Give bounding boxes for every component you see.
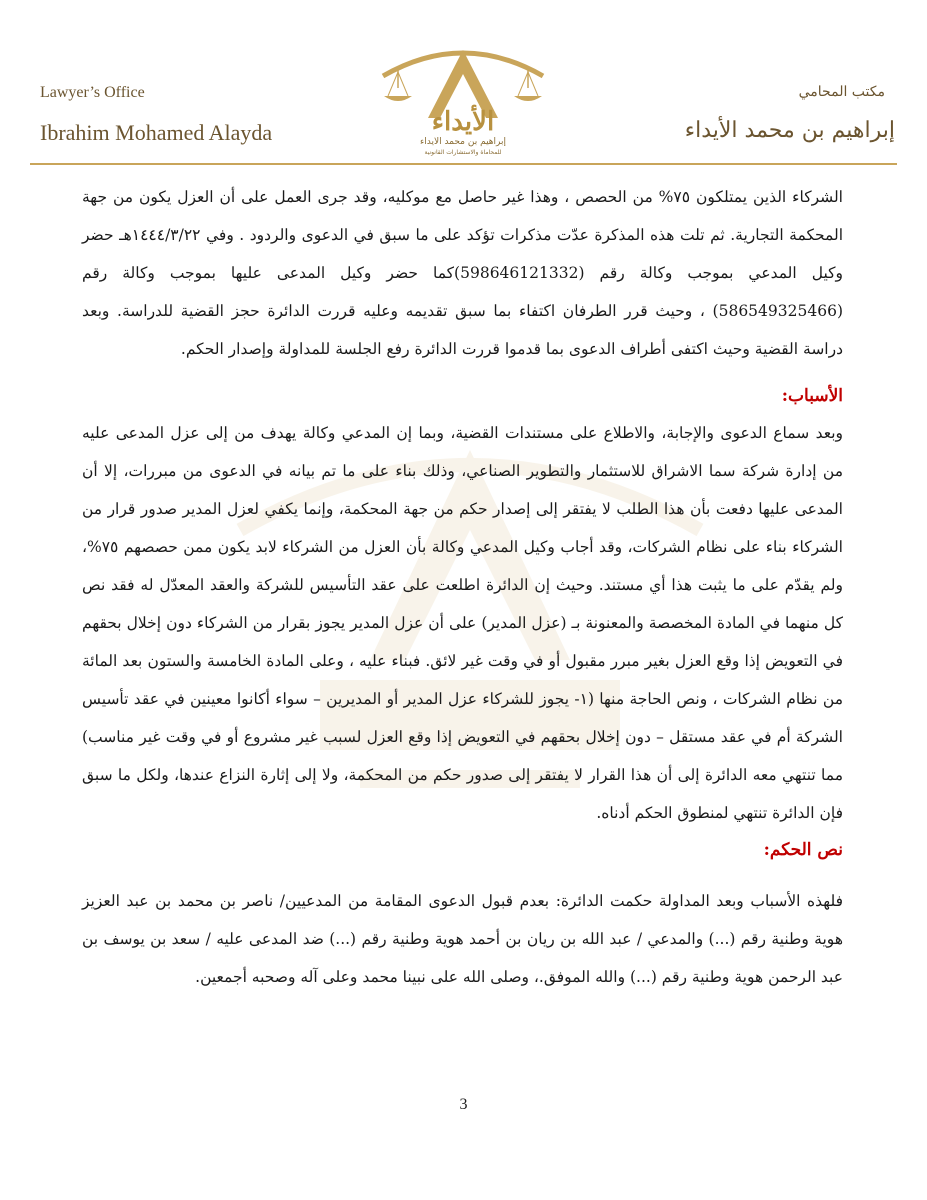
header-divider [30,163,897,165]
reasons-heading: الأسباب: [781,386,843,406]
office-label-en: Lawyer’s Office [40,84,145,101]
document-body [82,178,843,996]
logo-subtitle: إبراهيم بن محمد الايداء [419,137,507,147]
ruling-heading: نص الحكم: [763,840,843,860]
ruling-paragraph: فلهذه الأسباب وبعد المداولة حكمت الدائرة: بعدم قبول الدعوى المقامة من المدعيين/ ناصر بن محمد بن عبد العزيز هوية وطنية رقم (...) والمدعي / عبد الله بن ريان بن أحمد هوية وطنية رقم (...) ضد المدعى عليه / سعد بن يوسف بن عبد الرحمن هوية وطنية رقم (...) والله الموفق.، وصلى الله على نبينا محمد وعلى آله وصحبه أجمعين. [82,892,843,986]
lawyer-name-ar: إبراهيم بن محمد الأيداء [684,118,895,143]
office-label-ar: مكتب المحامي [798,84,885,100]
reasons-paragraph: وبعد سماع الدعوى والإجابة، والاطلاع على مستندات القضية، وبما إن المدعي وكالة يهدف من إلى عزل المدعى عليه من إدارة شركة سما الاشراق للاستثمار والتطوير الصناعي، وذلك بناء على ما تم بيانه في الدعوى من مبررات، إلا أن المدعى عليها دفعت بأن هذا الطلب لا يفتقر إلى إصدار حكم من جهة المحكمة، وإنما يكفي لعزل المدير صدور قرار من الشركاء بناء على نظام الشركات، وقد أجاب وكيل المدعي وكالة بأن العزل من الشركاء لابد يكون ممن حصصهم ٧٥%، ولم يقدّم على ما يثبت هذا أي مستند. وحيث إن الدائرة اطلعت على عقد التأسيس للشركة والعقد المعدّل له فقد نص كل منهما في المادة المخصصة والمعنونة بـ (عزل المدير) على أن عزل المدير يجوز بقرار من الشركاء دون إخلال بحقهم في التعويض إذا وقع العزل بغير مبرر مقبول أو في وقت غير لائق. فبناء عليه ، وعلى المادة الخامسة والستون بعد المائة من نظام الشركات ، ونص الحاجة منها (١- يجوز للشركاء عزل المدير أو المديرين – سواء أكانوا معينين في عقد تأسيس الشركة أم في عقد مستقل – دون إخلال بحقهم في التعويض إذا وقع العزل لسبب غير مشروع أو في وقت غير مناسب) مما تنتهي معه الدائرة إلى أن هذا القرار لا يفتقر إلى صدور حكم من المحكمة، ولا إلى إثارة النزاع عندها، ولكل ما سبق فإن الدائرة تنتهي لمنطوق الحكم أدناه. [82,424,843,822]
logo-tagline: للمحاماة والاستشارات القانونية [424,149,502,156]
logo-wordmark: الأيداء [431,107,495,137]
lawyer-name-en: Ibrahim Mohamed Alayda [40,120,273,145]
page-number: 3 [459,1096,468,1113]
case-background-paragraph: الشركاء الذين يمتلكون ٧٥% من الحصص ، وهذا غير حاصل مع موكليه، وقد جرى العمل على أن العزل يكون من جهة المحكمة التجارية. ثم تلت هذه المذكرة عدّت مذكرات تؤكد على ما سبق في الدعوى والردود . وفي ١٤٤٤/٣/٢٢هـ حضر وكيل المدعي بموجب وكالة رقم (598646121332)كما حضر وكيل المدعى عليها بموجب وكالة رقم (586549325466) ، وحيث قرر الطرفان اكتفاء بما سبق تقديمه وعليه قررت الدائرة حجز القضية للدراسة. وبعد دراسة القضية وحيث اكتفى أطراف الدعوى بما قدموا قررت الدائرة رفع الجلسة للمداولة وإصدار الحكم. [82,188,843,358]
law-firm-logo [368,38,558,158]
